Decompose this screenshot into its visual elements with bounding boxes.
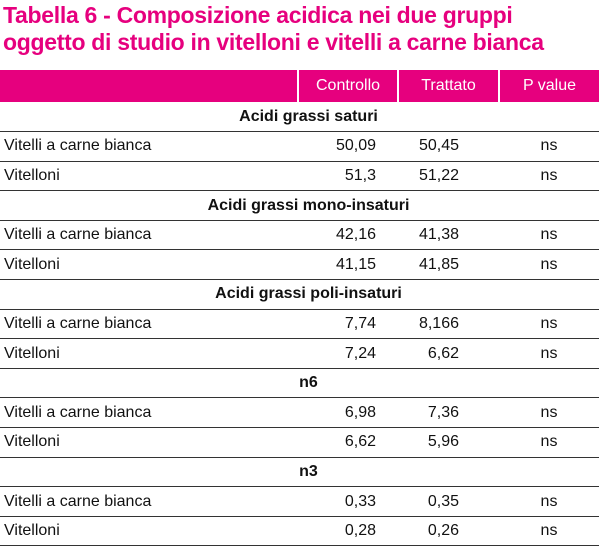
controllo-value: 7,24 (298, 339, 398, 369)
table-title (3, 2, 603, 56)
trattato-value: 0,26 (398, 516, 499, 546)
header-controllo: Controllo (298, 70, 398, 102)
header-p-value: P value (499, 70, 599, 102)
section-heading: n6 (0, 368, 599, 398)
row-label: Vitelloni (0, 250, 298, 280)
p-value: ns (499, 428, 599, 458)
table-row (0, 309, 599, 339)
table-row (0, 339, 599, 369)
table-title-line-2: oggetto di studio in vitelloni e vitelli a carne bianca (3, 29, 544, 55)
section-heading: n3 (0, 457, 599, 487)
section-heading-row (0, 280, 599, 310)
table-row (0, 161, 599, 191)
row-label: Vitelli a carne bianca (0, 398, 298, 428)
p-value: ns (499, 132, 599, 162)
p-value: ns (499, 309, 599, 339)
table-row (0, 398, 599, 428)
section-heading: Acidi grassi mono-insaturi (0, 191, 599, 221)
section-heading: Acidi grassi poli-insaturi (0, 280, 599, 310)
table-header (0, 70, 599, 102)
table-row (0, 220, 599, 250)
controllo-value: 0,28 (298, 516, 398, 546)
trattato-value: 6,62 (398, 339, 499, 369)
trattato-value: 41,85 (398, 250, 499, 280)
row-label: Vitelloni (0, 516, 298, 546)
section-heading-row (0, 191, 599, 221)
header-row (0, 70, 599, 102)
p-value: ns (499, 487, 599, 517)
table-row (0, 487, 599, 517)
row-label: Vitelli a carne bianca (0, 132, 298, 162)
controllo-value: 41,15 (298, 250, 398, 280)
p-value: ns (499, 516, 599, 546)
row-label: Vitelloni (0, 161, 298, 191)
row-label: Vitelli a carne bianca (0, 220, 298, 250)
controllo-value: 0,33 (298, 487, 398, 517)
controllo-value: 42,16 (298, 220, 398, 250)
p-value: ns (499, 250, 599, 280)
controllo-value: 6,98 (298, 398, 398, 428)
section-heading-row (0, 368, 599, 398)
p-value: ns (499, 220, 599, 250)
trattato-value: 51,22 (398, 161, 499, 191)
fatty-acid-table (0, 70, 599, 546)
trattato-value: 5,96 (398, 428, 499, 458)
row-label: Vitelloni (0, 339, 298, 369)
controllo-value: 7,74 (298, 309, 398, 339)
trattato-value: 0,35 (398, 487, 499, 517)
section-heading: Acidi grassi saturi (0, 102, 599, 132)
table-row (0, 132, 599, 162)
table-row (0, 250, 599, 280)
header-trattato: Trattato (398, 70, 499, 102)
trattato-value: 50,45 (398, 132, 499, 162)
section-heading-row (0, 457, 599, 487)
p-value: ns (499, 398, 599, 428)
controllo-value: 51,3 (298, 161, 398, 191)
trattato-value: 41,38 (398, 220, 499, 250)
table-body (0, 102, 599, 546)
row-label: Vitelli a carne bianca (0, 487, 298, 517)
table-title-line-1: Tabella 6 - Composizione acidica nei due gruppi (3, 2, 513, 28)
controllo-value: 50,09 (298, 132, 398, 162)
row-label: Vitelli a carne bianca (0, 309, 298, 339)
section-heading-row (0, 102, 599, 132)
table-row (0, 428, 599, 458)
table-row (0, 516, 599, 546)
header-empty-cell (0, 70, 298, 102)
trattato-value: 8,166 (398, 309, 499, 339)
p-value: ns (499, 161, 599, 191)
trattato-value: 7,36 (398, 398, 499, 428)
row-label: Vitelloni (0, 428, 298, 458)
controllo-value: 6,62 (298, 428, 398, 458)
p-value: ns (499, 339, 599, 369)
